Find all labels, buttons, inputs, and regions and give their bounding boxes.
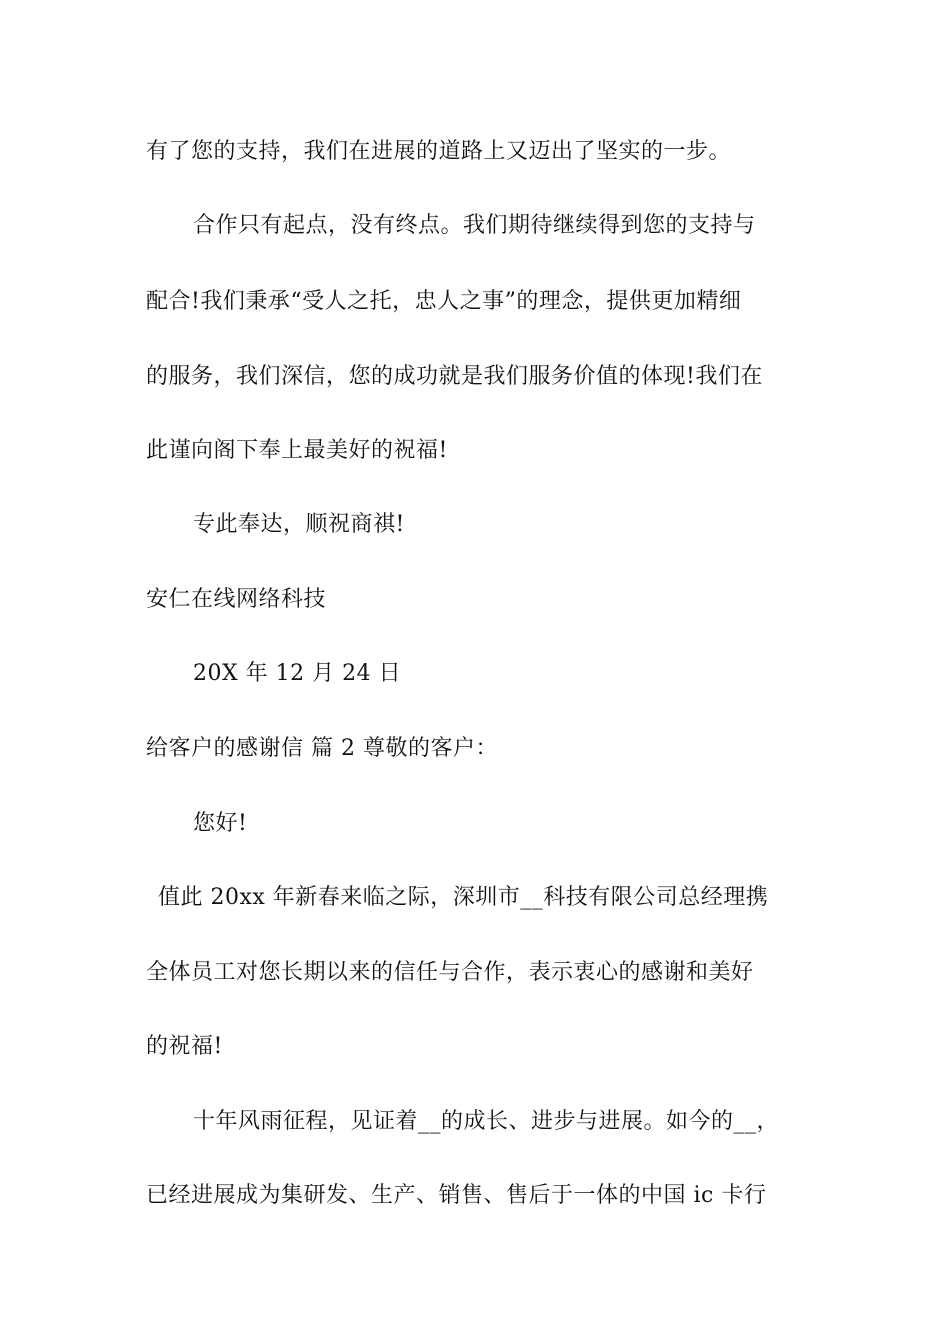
paragraph-line: 合作只有起点，没有终点。我们期待继续得到您的支持与: [193, 213, 756, 238]
paragraph-line: 的服务，我们深信，您的成功就是我们服务价值的体现!我们在: [146, 364, 763, 389]
paragraph-line: 已经进展成为集研发、生产、销售、售后于一体的中国 ic 卡行: [146, 1183, 767, 1208]
paragraph-line: 此谨向阁下奉上最美好的祝福!: [146, 438, 448, 463]
signature-date: 20X 年 12 月 24 日: [193, 661, 402, 686]
paragraph-line: 十年风雨征程，见证着__的成长、进步与进展。如今的__，: [193, 1109, 780, 1134]
closing-line: 专此奉达，顺祝商祺!: [193, 512, 405, 537]
paragraph-line: 的祝福!: [146, 1034, 223, 1059]
greeting: 您好!: [193, 811, 248, 836]
paragraph-line: 值此 20xx 年新春来临之际，深圳市__科技有限公司总经理携: [158, 885, 769, 910]
signature-company: 安仁在线网络科技: [146, 587, 327, 612]
paragraph-line: 配合!我们秉承“受人之托，忠人之事”的理念，提供更加精细: [146, 289, 742, 314]
paragraph-line: 有了您的支持，我们在进展的道路上又迈出了坚实的一步。: [146, 139, 732, 164]
paragraph-line: 全体员工对您长期以来的信任与合作，表示衷心的感谢和美好: [146, 960, 754, 985]
section-heading: 给客户的感谢信 篇 2 尊敬的客户：: [146, 736, 498, 761]
